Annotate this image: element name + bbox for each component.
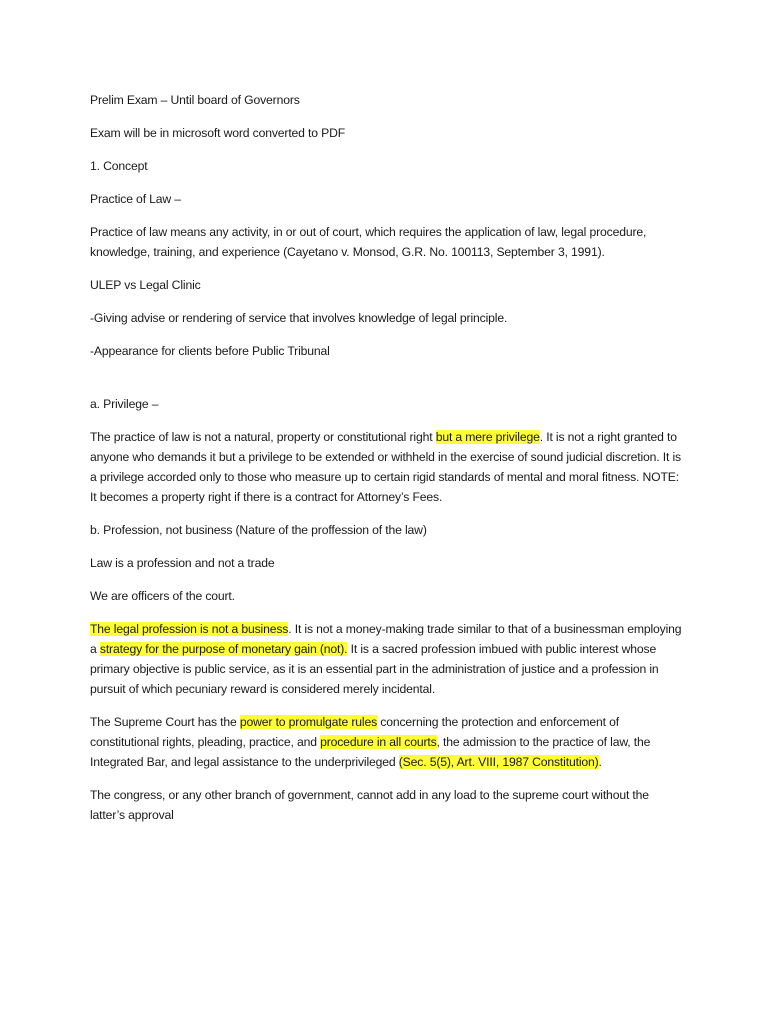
highlight-mere-privilege: but a mere privilege (435, 430, 540, 444)
sc-text-end: . (598, 755, 602, 769)
profession-line-trade: Law is a profession and not a trade (90, 556, 275, 570)
highlight-procedure-all-courts: procedure in all courts (320, 735, 437, 749)
ulep-heading: ULEP vs Legal Clinic (90, 278, 201, 292)
practice-heading: Practice of Law – (90, 192, 181, 206)
highlight-promulgate-rules: power to promulgate rules (239, 715, 378, 729)
blank-line (90, 374, 686, 394)
highlight-not-a-business: The legal profession is not a business (90, 622, 289, 636)
highlight-monetary-gain: strategy for the purpose of monetary gain (not). (99, 642, 348, 656)
profession-heading: b. Profession, not business (Nature of the proffession of the law) (90, 523, 427, 537)
privilege-paragraph (90, 427, 686, 507)
highlight-constitution-citation: (Sec. 5(5), Art. VIII, 1987 Constitution) (398, 755, 599, 769)
document-body (90, 90, 686, 838)
privilege-heading: a. Privilege – (90, 397, 159, 411)
concept-heading: 1. Concept (90, 159, 148, 173)
sc-text-middle-1: concerning the protection and enforcement of constitutional rights, pleading, practice, and (90, 715, 619, 749)
congress-paragraph: The congress, or any other branch of government, cannot add in any load to the supreme court without the latter’s approval (90, 788, 649, 822)
legal-text-middle: . It is not a money-making trade similar to that of a businessman employing a (90, 622, 682, 656)
sc-text-middle-2: , the admission to the practice of law, the Integrated Bar, and legal assistance to the underprivileged (90, 735, 651, 769)
format-line: Exam will be in microsoft word converted to PDF (90, 126, 346, 140)
ulep-item-advise: -Giving advise or rendering of service that involves knowledge of legal principle. (90, 311, 508, 325)
profession-line-officers: We are officers of the court. (90, 589, 235, 603)
sc-text-start: The Supreme Court has the (90, 715, 240, 729)
privilege-text-start: The practice of law is not a natural, property or constitutional right (90, 430, 436, 444)
supreme-court-paragraph (90, 712, 686, 772)
title-line: Prelim Exam – Until board of Governors (90, 93, 300, 107)
legal-profession-paragraph (90, 619, 686, 699)
practice-definition: Practice of law means any activity, in or out of court, which requires the application of law, legal procedure, knowledge, training, and experience (Cayetano v. Monsod, G.R. No. 100113, September 3, 1991). (90, 225, 647, 259)
legal-text-end: It is a sacred profession imbued with public interest whose primary objective is public service, as it is an essential part in the administration of justice and a profession in pursuit of which pecuniary reward is considered merely incidental. (90, 642, 659, 696)
privilege-text-end: . It is not a right granted to anyone who demands it but a privilege to be extended or withheld in the exercise of sound judicial discretion. It is a privilege accorded only to those who measure up to certain rigid standards of mental and moral fitness. NOTE: It becomes a property right if there is a contract for Attorney’s Fees. (90, 430, 681, 504)
ulep-item-appearance: -Appearance for clients before Public Tribunal (90, 344, 330, 358)
